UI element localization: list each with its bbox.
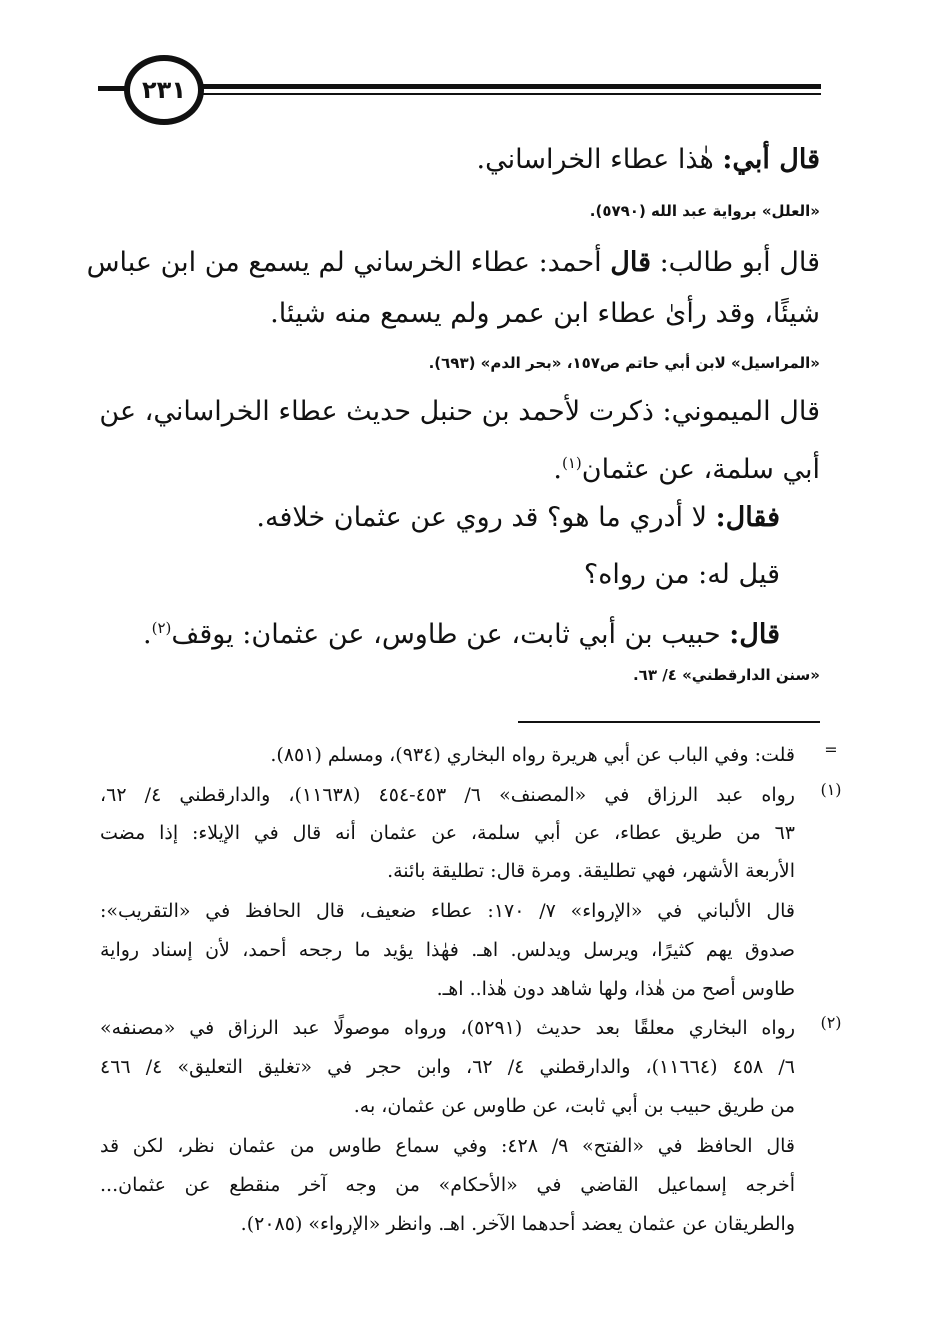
page-number: ٢٣١ bbox=[142, 76, 186, 104]
source-citation-2: «المراسيل» لابن أبي حاتم ص١٥٧، «بحر الدم» (٦٩٣). bbox=[428, 354, 820, 372]
main-text: لا أدري ما هو؟ قد روي عن عثمان خلافه. bbox=[256, 502, 716, 533]
footnote-1-line-6: طاوس أصح من هٰذا، ولها شاهد دون هٰذا.. اهـ. bbox=[436, 978, 795, 1000]
main-line-2 bbox=[87, 245, 820, 281]
footnote-separator bbox=[518, 721, 820, 723]
main-line-7: قيل له: من رواه؟ bbox=[583, 559, 780, 590]
speaker-label: قال أبي: bbox=[722, 144, 820, 175]
main-text: أبي سلمة، عن عثمان bbox=[581, 454, 820, 485]
speaker-label: فقال: bbox=[715, 502, 780, 533]
footnote-1-line-3: الأربعة الأشهر، فهي تطليقة. ومرة قال: تطليقة بائنة. bbox=[387, 860, 795, 882]
footnote-mark-1: (١) bbox=[820, 780, 842, 799]
footnote-continuation: قلت: وفي الباب عن أبي هريرة رواه البخاري (٩٣٤)، ومسلم (٨٥١). bbox=[270, 744, 795, 766]
main-text: هٰذا عطاء الخراساني. bbox=[476, 144, 723, 175]
footnote-1-line-4: قال الألباني في «الإرواء» ٧/ ١٧٠: عطاء ضعيف، قال الحافظ في «التقريب»: bbox=[100, 900, 795, 922]
header-rule-bottom bbox=[198, 93, 821, 95]
footnote-1-line-5: صدوق يهم كثيرًا، ويرسل ويدلس. اهـ. فهٰذا يؤيد ما رجحه أحمد، لأن إسناد رواية bbox=[100, 939, 795, 961]
footnote-1-line-2: ٦٣ من طريق عطاء، عن أبي سلمة، عن عثمان أنه قال في الإيلاء: إذا مضت bbox=[100, 822, 795, 844]
footnote-2-line-5: أخرجه إسماعيل القاضي في «الأحكام» من وجه آخر منقطع عن عثمان... bbox=[100, 1174, 795, 1196]
main-line-4: قال الميموني: ذكرت لأحمد بن حنبل حديث عطاء الخراساني، عن bbox=[99, 396, 820, 427]
source-citation-1: «العلل» برواية عبد الله (٥٧٩٠). bbox=[589, 202, 820, 220]
footnote-continuation-mark: = bbox=[824, 740, 838, 759]
footnote-1-line-1: رواه عبد الرزاق في «المصنف» ٦/ ٤٥٣-٤٥٤ (١١٦٣٨)، والدارقطني ٤/ ٦٢، bbox=[100, 784, 795, 806]
main-text: قال أبو طالب: bbox=[650, 247, 820, 278]
header-rule-top bbox=[198, 84, 821, 89]
main-line-1 bbox=[477, 142, 821, 178]
main-text: أحمد: عطاء الخرساني لم يسمع من ابن عباس bbox=[86, 247, 611, 278]
main-line-5 bbox=[553, 445, 820, 488]
main-text: . bbox=[143, 619, 152, 650]
main-text: حبيب بن أبي ثابت، عن طاوس، عن عثمان: يوقف bbox=[171, 619, 730, 650]
page-number-oval bbox=[124, 55, 204, 125]
main-text: . bbox=[553, 454, 562, 485]
footnote-ref-1[interactable]: (١) bbox=[562, 454, 582, 472]
footnote-2-line-1: رواه البخاري معلقًا بعد حديث (٥٢٩١)، ورواه موصولًا عبد الرزاق في «مصنفه» bbox=[100, 1017, 795, 1039]
main-line-8 bbox=[143, 610, 780, 653]
footnote-2-line-2: ٦/ ٤٥٨ (١١٦٦٤)، والدارقطني ٤/ ٦٢، وابن حجر في «تغليق التعليق» ٤/ ٤٦٦ bbox=[100, 1056, 795, 1078]
footnote-2-line-4: قال الحافظ في «الفتح» ٩/ ٤٢٨: وفي سماع طاوس من عثمان نظر، لكن قد bbox=[100, 1135, 795, 1157]
footnote-mark-2: (٢) bbox=[820, 1013, 842, 1032]
footnote-2-line-3: من طريق حبيب بن أبي ثابت، عن طاوس عن عثمان، به. bbox=[353, 1095, 795, 1117]
footnote-2-line-6: والطريقان عن عثمان يعضد أحدهما الآخر. اهـ. وانظر «الإرواء» (٢٠٨٥). bbox=[240, 1213, 795, 1235]
speaker-label: قال bbox=[610, 247, 651, 278]
main-line-3: شيئًا، وقد رأىٰ عطاء ابن عمر ولم يسمع منه شيئا. bbox=[270, 298, 820, 329]
main-line-6 bbox=[256, 500, 780, 536]
speaker-label: قال: bbox=[729, 619, 780, 650]
footnote-ref-2[interactable]: (٢) bbox=[151, 619, 172, 637]
source-citation-3: «سنن الدارقطني» ٤/ ٦٣. bbox=[632, 666, 820, 684]
